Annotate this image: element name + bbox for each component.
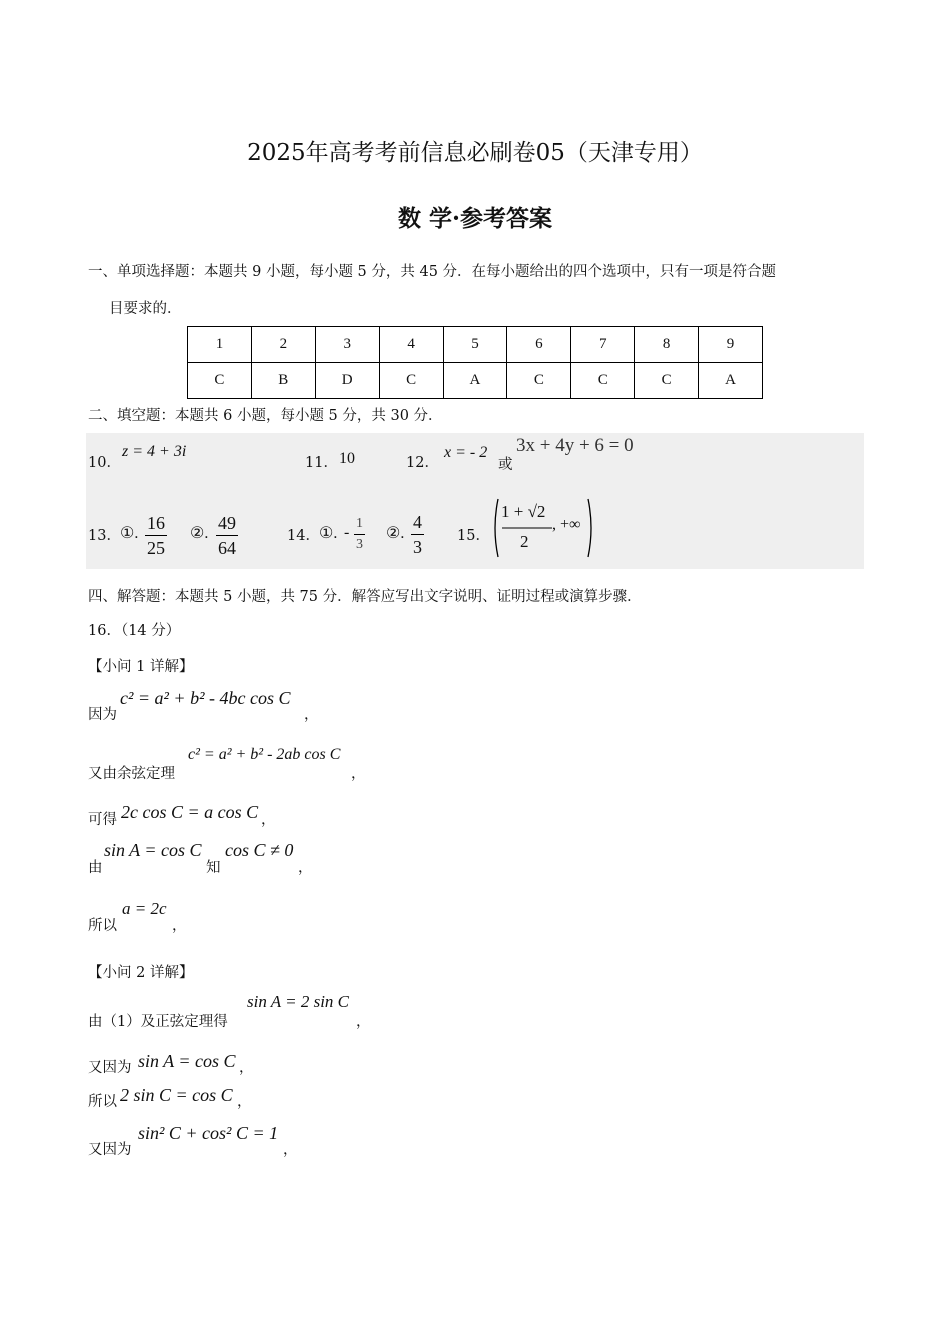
section1-heading-line2: 目要求的． bbox=[109, 301, 182, 317]
table-cell-number: 6 bbox=[507, 327, 571, 363]
table-cell-number: 5 bbox=[443, 327, 507, 363]
q14-f2-den: 3 bbox=[413, 537, 422, 557]
line6-text: 由（1）及正弦定理得 bbox=[88, 1014, 228, 1030]
line8-text: 所以 bbox=[88, 1094, 117, 1110]
section2-heading: 二、填空题：本题共 6 小题，每小题 5 分，共 30 分． bbox=[88, 408, 443, 424]
line4-math1: sin A = cos C bbox=[104, 840, 202, 860]
q14-label: 14． bbox=[287, 528, 320, 544]
line8-end: ， bbox=[237, 1094, 252, 1110]
q13-f2-den: 64 bbox=[218, 538, 236, 558]
q15-answer bbox=[490, 497, 596, 563]
line4-mid: 知 bbox=[206, 860, 221, 876]
q15-denominator: 2 bbox=[520, 532, 529, 551]
q13-label: 13． bbox=[88, 528, 121, 544]
table-cell-answer: A bbox=[443, 363, 507, 399]
q13-f1-num: 16 bbox=[145, 514, 167, 536]
q16-sub2-heading: 【小问 2 详解】 bbox=[88, 965, 194, 981]
document-title: 2025年高考考前信息必刷卷05（天津专用） bbox=[247, 140, 703, 166]
table-cell-answer: C bbox=[188, 363, 252, 399]
line6-math: sin A = 2 sin C bbox=[247, 992, 350, 1011]
line2-text: 又由余弦定理 bbox=[88, 766, 175, 782]
table-cell-number: 3 bbox=[315, 327, 379, 363]
line1-end: ， bbox=[304, 707, 319, 723]
line2-end: ， bbox=[351, 766, 366, 782]
q14-mark2: ②. bbox=[386, 525, 405, 542]
table-cell-answer: B bbox=[251, 363, 315, 399]
line4-text: 由 bbox=[88, 860, 103, 876]
section4-heading: 四、解答题：本题共 5 小题，共 75 分．解答应写出文字说明、证明过程或演算步骤． bbox=[88, 589, 642, 605]
q14-fraction2 bbox=[411, 513, 424, 556]
q15-numerator: 1 + √2 bbox=[501, 502, 546, 521]
answer-table-answer-row bbox=[188, 363, 763, 399]
q14-f1-den: 3 bbox=[356, 537, 363, 552]
line7-end: ， bbox=[239, 1060, 254, 1076]
line3-math: 2c cos C = a cos C bbox=[121, 802, 259, 822]
table-cell-number: 4 bbox=[379, 327, 443, 363]
q14-sign: - bbox=[344, 524, 350, 541]
table-cell-number: 2 bbox=[251, 327, 315, 363]
line4-end: ， bbox=[298, 860, 313, 876]
q13-f1-den: 25 bbox=[147, 538, 165, 558]
line9-text: 又因为 bbox=[88, 1142, 132, 1158]
line2-math: c² = a² + b² - 2ab cos C bbox=[188, 746, 341, 763]
q12-or: 或 bbox=[498, 457, 513, 473]
line3-end: ， bbox=[261, 812, 276, 828]
q13-fraction2 bbox=[216, 514, 238, 557]
table-cell-answer: A bbox=[699, 363, 763, 399]
line9-math: sin² C + cos² C = 1 bbox=[138, 1123, 279, 1143]
table-cell-answer: C bbox=[507, 363, 571, 399]
line5-end: ， bbox=[172, 918, 187, 934]
q13-mark1: ①. bbox=[120, 525, 139, 542]
section1-heading-line1: 一、单项选择题：本题共 9 小题，每小题 5 分，共 45 分．在每小题给出的四个选项中，只有一项是符合题 bbox=[88, 264, 777, 280]
table-cell-answer: C bbox=[635, 363, 699, 399]
document-subtitle: 数 学·参考答案 bbox=[397, 205, 552, 232]
answer-table-number-row bbox=[188, 327, 763, 363]
line1-math: c² = a² + b² - 4bc cos C bbox=[120, 688, 291, 708]
table-cell-number: 8 bbox=[635, 327, 699, 363]
line1-text: 因为 bbox=[88, 707, 117, 723]
q16-heading: 16．（14 分） bbox=[88, 623, 181, 639]
answer-table bbox=[187, 326, 763, 399]
table-cell-answer: C bbox=[571, 363, 635, 399]
line3-text: 可得 bbox=[88, 812, 117, 828]
table-cell-answer: D bbox=[315, 363, 379, 399]
line4-math2: cos C ≠ 0 bbox=[225, 840, 294, 860]
q14-f1-num: 1 bbox=[354, 517, 365, 535]
q12-answer-part2: 3x + 4y + 6 = 0 bbox=[516, 435, 634, 456]
table-cell-number: 1 bbox=[188, 327, 252, 363]
table-cell-answer: C bbox=[379, 363, 443, 399]
line5-text: 所以 bbox=[88, 918, 117, 934]
q13-f2-num: 49 bbox=[216, 514, 238, 536]
q11-answer: 10 bbox=[339, 450, 355, 467]
q11-label: 11． bbox=[305, 455, 338, 471]
q14-fraction1 bbox=[354, 517, 365, 552]
q10-answer: z = 4 + 3i bbox=[122, 443, 187, 460]
q13-mark2: ②. bbox=[190, 525, 209, 542]
q12-label: 12． bbox=[406, 455, 439, 471]
line9-end: ， bbox=[283, 1142, 298, 1158]
line8-math: 2 sin C = cos C bbox=[120, 1085, 233, 1105]
table-cell-number: 7 bbox=[571, 327, 635, 363]
line7-math: sin A = cos C bbox=[138, 1051, 236, 1071]
q15-rest: , +∞ bbox=[552, 516, 581, 533]
q12-answer-part1: x = - 2 bbox=[444, 444, 488, 461]
table-cell-number: 9 bbox=[699, 327, 763, 363]
line7-text: 又因为 bbox=[88, 1060, 132, 1076]
q16-sub1-heading: 【小问 1 详解】 bbox=[88, 659, 194, 675]
q14-mark1: ①. bbox=[319, 525, 338, 542]
q14-f2-num: 4 bbox=[411, 513, 424, 535]
q10-label: 10． bbox=[88, 455, 121, 471]
q15-label: 15． bbox=[457, 528, 490, 544]
line5-math: a = 2c bbox=[122, 899, 167, 918]
q13-fraction1 bbox=[145, 514, 167, 557]
line6-end: ， bbox=[356, 1014, 371, 1030]
